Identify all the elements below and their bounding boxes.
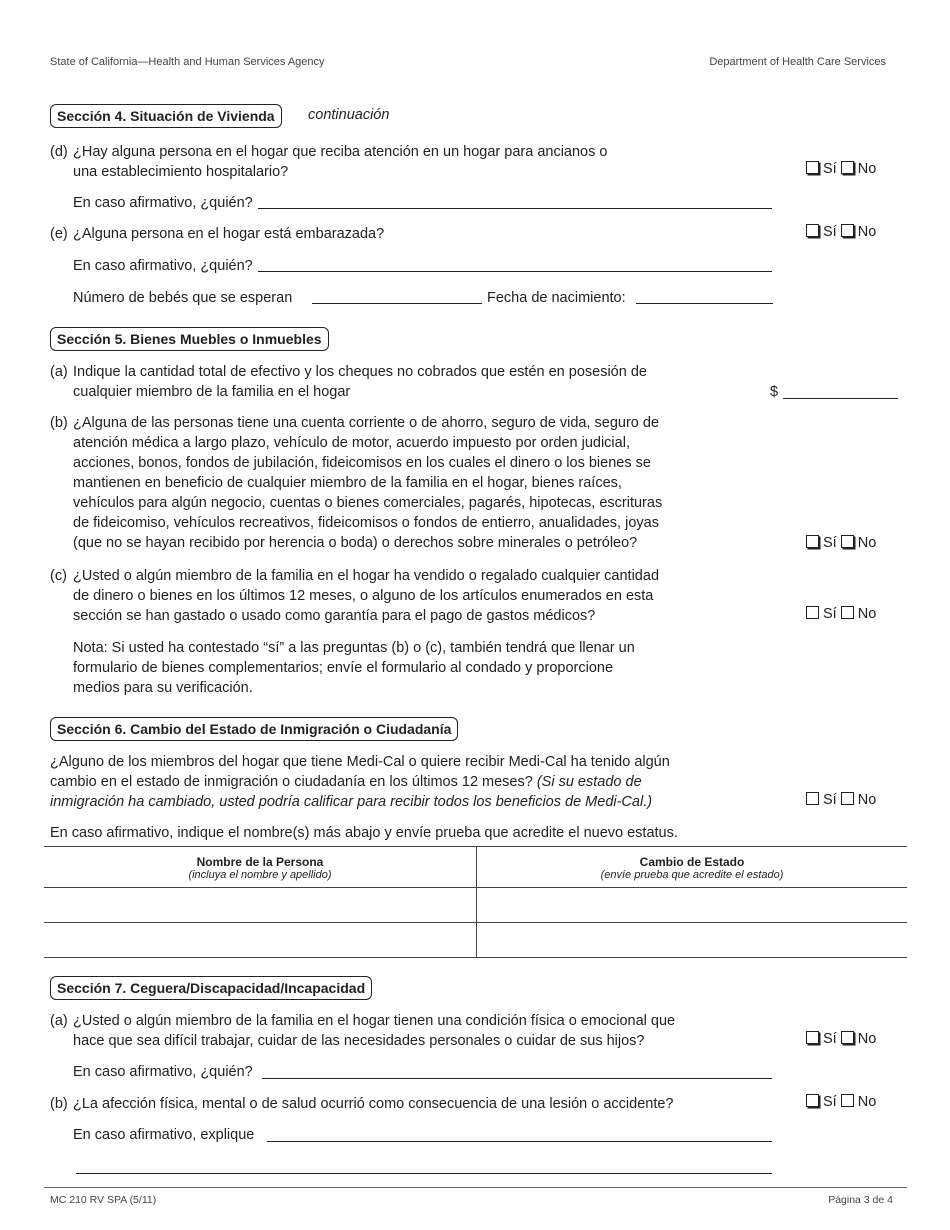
section-7-title: Sección 7. Ceguera/Discapacidad/Incapacidad [50, 976, 372, 1000]
explain-label-7b: En caso afirmativo, explique [73, 1127, 255, 1143]
question-text: de fideicomiso, vehículos recreativos, fideicomisos o fondos de entierro, anualidades, joyas [73, 515, 659, 531]
no-label: No [857, 161, 877, 177]
question-5a [50, 362, 750, 404]
yes-no-7b [806, 1094, 876, 1110]
yes-no-6 [806, 792, 876, 808]
question-text: ¿La afección física, mental o de salud ocurrió como consecuencia de una lesión o accidente? [73, 1096, 674, 1112]
question-text: acciones, bonos, fondos de jubilación, fideicomisos en los cuales el dinero o los bienes se [73, 455, 651, 471]
yes-label: Sí [823, 1031, 837, 1047]
note-5 [73, 638, 773, 698]
question-note: inmigración ha cambiado, usted podría calificar para recibir todos los beneficios de Medi-Cal.) [50, 794, 653, 810]
yes-no-4d [806, 161, 876, 177]
question-label: (a) [50, 1013, 68, 1029]
no-checkbox[interactable] [841, 1031, 854, 1044]
question-label: (e) [50, 226, 68, 242]
question-label: (a) [50, 364, 68, 380]
yes-label: Sí [823, 792, 837, 808]
yes-checkbox[interactable] [806, 535, 819, 548]
question-5b [50, 413, 770, 555]
note-text: medios para su verificación. [73, 680, 253, 696]
question-text: Indique la cantidad total de efectivo y los cheques no cobrados que estén en posesión de [73, 364, 647, 380]
question-text: hace que sea difícil trabajar, cuidar de las necesidades personales o cuidar de sus hijos? [73, 1033, 645, 1049]
who-label-4d: En caso afirmativo, ¿quién? [73, 195, 253, 211]
dollar-sign: $ [770, 384, 779, 400]
question-label: (b) [50, 1096, 68, 1112]
cash-amount-input[interactable] [783, 398, 898, 399]
question-7a [50, 1011, 770, 1053]
name-cell[interactable] [44, 888, 477, 923]
question-text: ¿Usted o algún miembro de la familia en el hogar tienen una condición física o emocional que [73, 1013, 676, 1029]
question-text: mantienen en beneficio de cualquier miembro de la familia en el hogar, bienes raíces, [73, 475, 622, 491]
no-checkbox[interactable] [841, 792, 854, 805]
question-5c [50, 566, 770, 628]
status-cell[interactable] [477, 923, 908, 958]
note-text: formulario de bienes complementarios; envíe el formulario al condado y proporcione [73, 660, 614, 676]
yes-checkbox[interactable] [806, 161, 819, 174]
question-text: cualquier miembro de la familia en el hogar [73, 384, 351, 400]
who-input-7a[interactable] [262, 1078, 772, 1079]
column-title: Nombre de la Persona [196, 855, 324, 869]
question-text: (que no se hayan recibido por herencia o boda) o derechos sobre minerales o petróleo? [73, 535, 638, 551]
question-text: ¿Usted o algún miembro de la familia en el hogar ha vendido o regalado cualquier cantidad [73, 568, 660, 584]
babies-input[interactable] [312, 303, 482, 304]
babies-label: Número de bebés que se esperan [73, 290, 293, 306]
explain-input-7b[interactable] [267, 1141, 772, 1142]
yes-checkbox[interactable] [806, 1031, 819, 1044]
question-text: una establecimiento hospitalario? [73, 164, 289, 180]
yes-label: Sí [823, 1094, 837, 1110]
question-label: (c) [50, 568, 67, 584]
yes-label: Sí [823, 535, 837, 551]
table-header-row [44, 847, 907, 888]
column-title: Cambio de Estado [639, 855, 745, 869]
birth-date-label: Fecha de nacimiento: [487, 290, 626, 306]
birth-date-input[interactable] [636, 303, 773, 304]
question-text: ¿Alguno de los miembros del hogar que tiene Medi-Cal o quiere recibir Medi-Cal ha tenido algún [50, 754, 670, 770]
yes-label: Sí [823, 224, 837, 240]
yes-no-4e [806, 224, 876, 240]
yes-checkbox[interactable] [806, 792, 819, 805]
yes-checkbox[interactable] [806, 606, 819, 619]
section-6-title: Sección 6. Cambio del Estado de Inmigración o Ciudadanía [50, 717, 458, 741]
who-label-7a: En caso afirmativo, ¿quién? [73, 1064, 253, 1080]
question-text: atención médica a largo plazo, vehículo de motor, acuerdo impuesto por orden judicial, [73, 435, 630, 451]
column-header-status [477, 847, 908, 888]
yes-label: Sí [823, 606, 837, 622]
question-text: cambio en el estado de inmigración o ciudadanía en los últimos 12 meses? [50, 774, 533, 790]
question-text: ¿Alguna persona en el hogar está embarazada? [73, 226, 385, 242]
section-4-continued: continuación [308, 107, 390, 123]
note-text: Nota: Si usted ha contestado “sí” a las preguntas (b) o (c), también tendrá que llenar un [73, 640, 635, 656]
who-label-4e: En caso afirmativo, ¿quién? [73, 258, 253, 274]
no-checkbox[interactable] [841, 535, 854, 548]
footer-divider [44, 1187, 907, 1188]
section-4-title: Sección 4. Situación de Vivienda [50, 104, 282, 128]
question-text: vehículos para algún negocio, cuentas o bienes comerciales, pagarés, hipotecas, escrituras [73, 495, 663, 511]
no-checkbox[interactable] [841, 224, 854, 237]
column-subtitle: (incluya el nombre y apellido) [188, 869, 332, 881]
no-label: No [857, 1031, 877, 1047]
status-cell[interactable] [477, 888, 908, 923]
header-department: Department of Health Care Services [709, 56, 886, 68]
yes-no-5b [806, 535, 876, 551]
yes-checkbox[interactable] [806, 224, 819, 237]
no-checkbox[interactable] [841, 606, 854, 619]
yes-label: Sí [823, 161, 837, 177]
no-checkbox[interactable] [841, 1094, 854, 1107]
no-label: No [857, 792, 877, 808]
question-label: (d) [50, 144, 68, 160]
explain-input-7b-line2[interactable] [76, 1173, 772, 1174]
yes-no-5c [806, 606, 876, 622]
question-text: sección se han gastado o usado como garantía para el pago de gastos médicos? [73, 608, 596, 624]
page-number: Página 3 de 4 [828, 1194, 893, 1206]
column-header-name [44, 847, 477, 888]
no-checkbox[interactable] [841, 161, 854, 174]
who-input-4e[interactable] [258, 271, 772, 272]
question-label: (b) [50, 415, 68, 431]
question-text: ¿Hay alguna persona en el hogar que reciba atención en un hogar para ancianos o [73, 144, 608, 160]
who-input-4d[interactable] [258, 208, 772, 209]
form-number: MC 210 RV SPA (5/11) [50, 1194, 157, 1206]
column-subtitle: (envíe prueba que acredite el estado) [600, 869, 784, 881]
question-6 [50, 752, 770, 812]
question-4d [50, 142, 750, 184]
header-agency: State of California—Health and Human Services Agency [50, 56, 325, 68]
no-label: No [857, 606, 877, 622]
section-5-title: Sección 5. Bienes Muebles o Inmuebles [50, 327, 329, 351]
question-note: (Si su estado de [536, 774, 642, 790]
name-cell[interactable] [44, 923, 477, 958]
no-label: No [857, 1094, 877, 1110]
table-row [44, 923, 907, 958]
instruction-6: En caso afirmativo, indique el nombre(s) más abajo y envíe prueba que acredite el nuevo estatus. [50, 825, 678, 841]
question-text: de dinero o bienes en los últimos 12 meses, o alguno de los artículos enumerados en esta [73, 588, 654, 604]
immigration-table [44, 846, 907, 958]
no-label: No [857, 224, 877, 240]
yes-checkbox[interactable] [806, 1094, 819, 1107]
yes-no-7a [806, 1031, 876, 1047]
table-row [44, 888, 907, 923]
no-label: No [857, 535, 877, 551]
question-text: ¿Alguna de las personas tiene una cuenta corriente o de ahorro, seguro de vida, seguro de [73, 415, 660, 431]
